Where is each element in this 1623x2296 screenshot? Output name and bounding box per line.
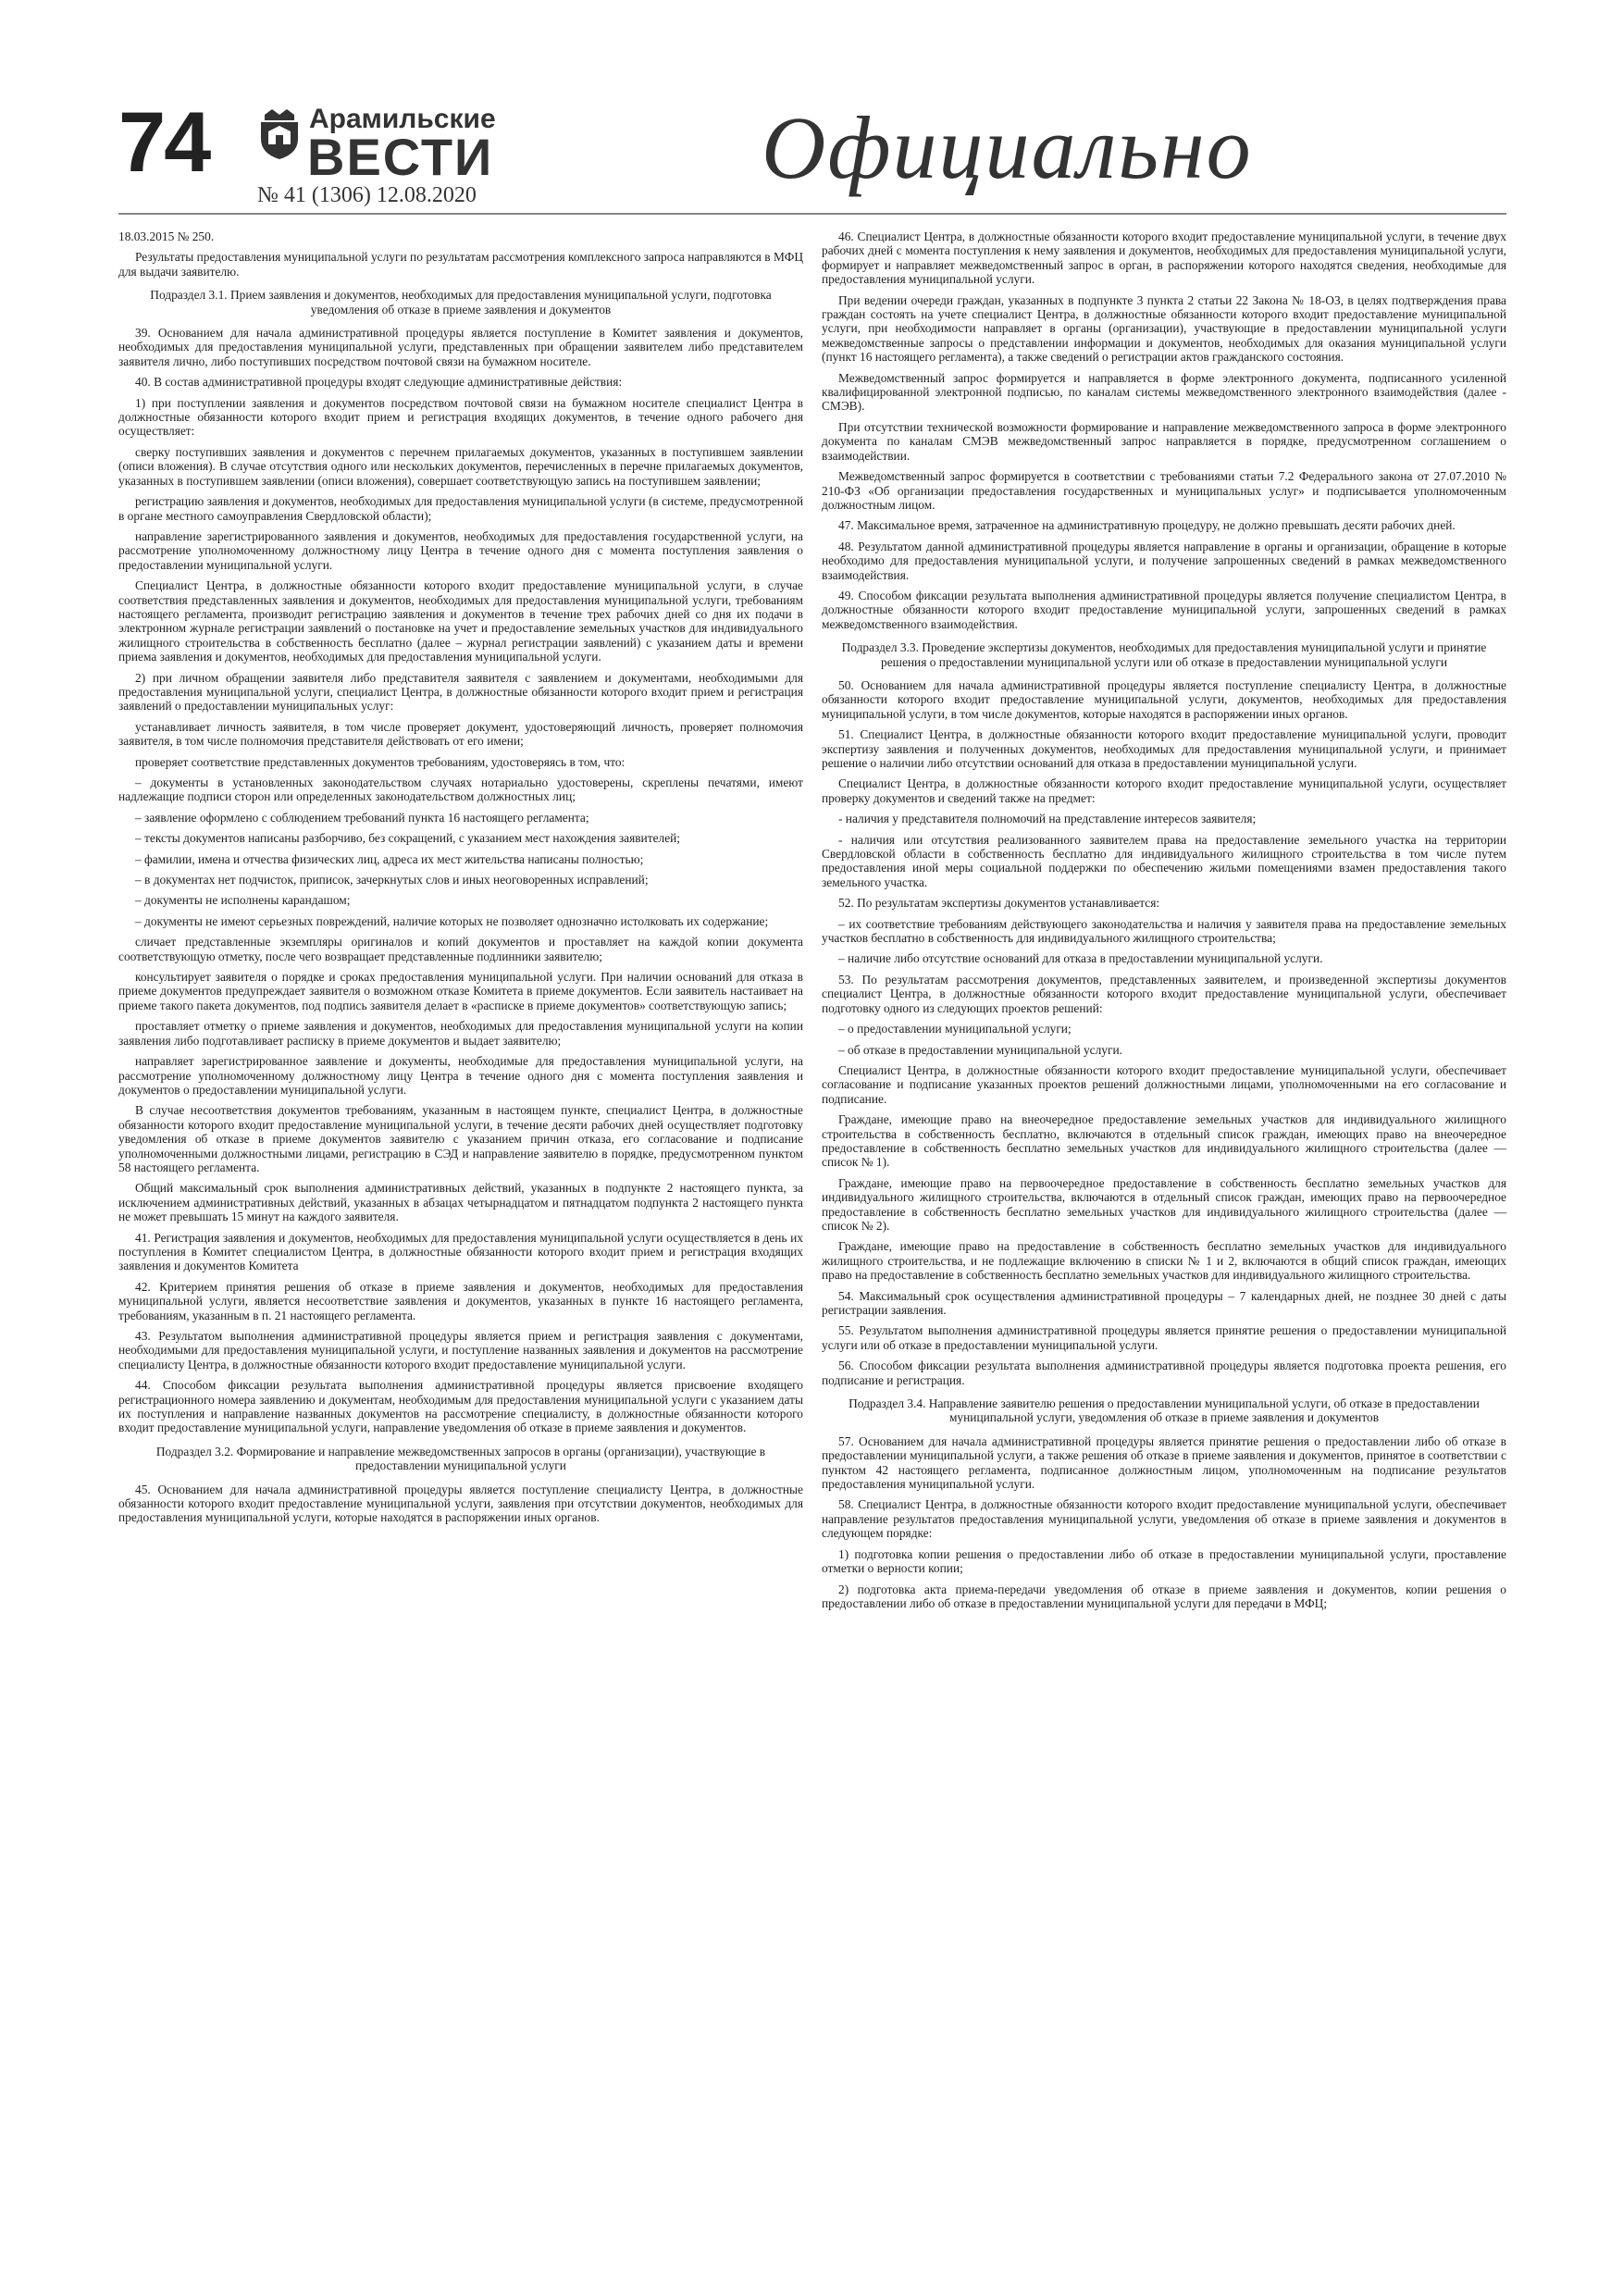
paragraph: 44. Способом фиксации результата выполнения административной процедуры является присвоение входящего регистрационного номера заявлению и документам, необходимым для предоставления муниципальной услуги с указанием даты их поступления и направление названных документов на рассмотрение специалисту, в должностные обязанности которого входит предоставление муниципальной услуги, направление уведомления об отказе в приеме заявления и документов. — [118, 1378, 803, 1435]
paragraph: Общий максимальный срок выполнения административных действий, указанных в подпункте 2 настоящего пункта, за исключением административных действий, указанных в абзацах четырнадцатом и пятнадцатом подпункта 2 настоящего пункта не может превышать 15 минут на каждого заявителя. — [118, 1181, 803, 1224]
subsection-heading: Подраздел 3.2. Формирование и направление межведомственных запросов в органы (организации), участвующие в предоставлении муниципальной услуги — [155, 1444, 766, 1473]
paragraph: - наличия у представителя полномочий на представление интересов заявителя; — [838, 812, 1257, 826]
paragraph: 55. Результатом выполнения административной процедуры является принятие решения о предоставлении муниципальной услуги или об отказе в предоставлении муниципальной услуги. — [822, 1323, 1506, 1352]
paragraph: 2) при личном обращении заявителя либо представителя заявителя с заявлением и документами, необходимыми для предоставления муниципальной услуги, специалист Центра, в должностные обязанности которого входит прием и регистрация заявлений о предоставлении муниципальных услуг: — [118, 670, 803, 714]
right-column — [822, 230, 1506, 1617]
page-number: 74 — [118, 95, 210, 190]
subsection-heading: Подраздел 3.1. Прием заявления и документов, необходимых для предоставления муниципальной услуги, подготовка уведомления об отказе в приеме заявления и документов — [150, 288, 772, 316]
paragraph: 49. Способом фиксации результата выполнения административной процедуры является получение специалистом Центра, в должностные обязанности которого входит предоставление муниципальной услуги, запрошенных сведений в рамках межведомственного взаимодействия. — [822, 588, 1506, 631]
brand-title: ВЕСТИ — [307, 128, 494, 186]
paragraph: регистрацию заявления и документов, необходимых для предоставления муниципальной услуги (в системе, предусмотренной в органе местного самоуправления Свердловской области); — [118, 494, 803, 523]
paragraph: Межведомственный запрос формируется и направляется в форме электронного документа, подписанного усиленной квалифицированной электронной подписью, по каналам системы межведомственного электронного взаимодействия (далее - СМЭВ). — [822, 370, 1506, 414]
paragraph: 54. Максимальный срок осуществления административной процедуры – 7 календарных дней, не позднее 30 дней с даты регистрации заявления. — [822, 1288, 1506, 1317]
paragraph: 57. Основанием для начала административной процедуры является принятие решения о предоставлении либо об отказе в предоставлении муниципальной услуги, а также решения об отказе в приеме заявления и документов, принятое в соответствии с пунктом 42 настоящего регламента, подписанное должностным лицом, уполномоченным на подписание результатов предоставления муниципальной услуги. — [822, 1433, 1506, 1492]
paragraph: 42. Критерием принятия решения об отказе в приеме заявления и документов, необходимых для предоставления муниципальной услуги, является несоответствие заявления и документов, указанных в пункте 16 настоящего регламента, требованиям, указанным в п. 21 настоящего регламента. — [118, 1279, 803, 1322]
paragraph: направление зарегистрированного заявления и документов, необходимых для предоставления государственной услуги, на рассмотрение уполномоченному должностному лицу Центра в течение одного дня с момента поступления заявления о предоставлении муниципальной услуги. — [118, 528, 803, 572]
paragraph: 47. Максимальное время, затраченное на административную процедуру, не должно превышать десяти рабочих дней. — [838, 518, 1456, 533]
paragraph: При отсутствии технической возможности формирование и направление межведомственного запроса в форме электронного документа по каналам СМЭВ межведомственный запрос направляется в порядке, предусмотренном соглашением о взаимодействии. — [822, 419, 1506, 463]
paragraph: 40. В состав административной процедуры входят следующие административные действия: — [135, 375, 623, 390]
paragraph: проставляет отметку о приеме заявления и документов, необходимых для предоставления муниципальной услуги на копии заявления либо подготавливает расписку в приеме документов и выдает заявителю; — [118, 1019, 803, 1048]
paragraph: 1) подготовка копии решения о предоставлении либо об отказе в предоставлении муниципальной услуги, проставление отметки о верности копии; — [822, 1546, 1506, 1576]
section-title: Официально — [762, 98, 1253, 197]
paragraph: – документы не имеют серьезных повреждений, наличие которых не позволяет однозначно истолковать их содержание; — [135, 913, 769, 928]
header-divider — [118, 213, 1506, 215]
paragraph: При ведении очереди граждан, указанных в подпункте 3 пункта 2 статьи 22 Закона № 18-ОЗ, в целях подтверждения права граждан состоять на учете специалист Центра, в должностные обязанности которого входит предоставление муниципальной услуги, при необходимости направляет в органы (организации), участвующие в предоставлении муниципальной услуги межведомственные запросы о представлении информации и документов, необходимых для оказания муниципальной услуги (пункт 16 настоящего регламента), а также сведений о регистрации актов гражданского состояния. — [822, 292, 1506, 365]
paragraph: Межведомственный запрос формируется в соответствии с требованиями статьи 7.2 Федерального закона от 27.07.2010 № 210-ФЗ «Об организации предоставления государственных и муниципальных услуг» и подписывается уполномоченным должностным лицом. — [822, 469, 1506, 512]
issue-info: № 41 (1306) 12.08.2020 — [257, 183, 477, 207]
left-column — [118, 230, 803, 1532]
paragraph: 1) при поступлении заявления и документов посредством почтовой связи на бумажном носителе специалист Центра в должностные обязанности которого входит прием и регистрация входящих документов, в течение одного рабочего дня осуществляет: — [118, 395, 803, 439]
paragraph: 2) подготовка акта приема-передачи уведомления об отказе в приеме заявления и документов, копии решения о предоставлении либо об отказе в предоставлении муниципальной услуги для передачи в МФЦ; — [822, 1582, 1506, 1610]
paragraph: 39. Основанием для начала административной процедуры является поступление в Комитет заявления и документов, необходимых для предоставления муниципальной услуги, представленных при обращении заявителем либо представителем заявителя лично, либо поступивших посредством почтовой связи на бумажном носителе. — [118, 326, 803, 368]
paragraph: 43. Результатом выполнения административной процедуры является прием и регистрация заявления с документами, необходимыми для предоставления муниципальной услуги, и поступление названных заявления и документов на рассмотрение специалисту Центра, в должностные обязанности которого входит предоставление муниципальной услуги. — [118, 1329, 803, 1371]
paragraph: 45. Основанием для начала административной процедуры является поступление специалисту Центра, в должностные обязанности которого входит предоставление муниципальной услуги, заявления при отсутствии документов, необходимых для предоставления муниципальной услуги, которые находятся в распоряжении иных органов. — [118, 1482, 803, 1525]
paragraph: – наличие либо отсутствие оснований для отказа в предоставлении муниципальной услуги. — [838, 951, 1323, 966]
paragraph: В случае несоответствия документов требованиям, указанным в настоящем пункте, специалист Центра, в должностные обязанности которого входит предоставление муниципальной услуги, в течение десяти рабочих дней осуществляет подготовку уведомления об отказе в приеме документов заявителю с указанием причин отказа, его согласование и подписание уполномоченными должностными лицами, регистрацию в СЭД и направление заявителю в порядке, предусмотренном пунктом 58 настоящего регламента. — [118, 1103, 803, 1174]
paragraph: – заявление оформлено с соблюдением требований пункта 16 настоящего регламента; — [135, 810, 589, 825]
paragraph: – об отказе в предоставлении муниципальной услуги. — [838, 1042, 1123, 1057]
paragraph: – о предоставлении муниципальной услуги; — [838, 1022, 1072, 1036]
coat-of-arms-icon — [257, 104, 302, 161]
subsection-heading: Подраздел 3.3. Проведение экспертизы документов, необходимых для предоставления муниципальной услуги и принятие решения о предоставлении муниципальной услуги или об отказе в предоставлении муниципальной услуги — [841, 640, 1487, 669]
paragraph: 41. Регистрация заявления и документов, необходимых для предоставления муниципальной услуги осуществляется в день их поступления в Комитет специалистом Центра, в должностные обязанности которого входит прием и регистрация входящих заявления и документов Комитета — [118, 1230, 803, 1273]
paragraph: 53. По результатам рассмотрения документов, представленных заявителем, и произведенной экспертизы документов специалист Центра, в должностные обязанности которого входит предоставление муниципальной услуги, обеспечивает подготовку одного из следующих проектов решений: — [822, 972, 1506, 1015]
paragraph: устанавливает личность заявителя, в том числе проверяет документ, удостоверяющий личность, проверяет полномочия заявителя, в том числе полномочия представителя действовать от его имени; — [118, 719, 803, 749]
paragraph: - наличия или отсутствия реализованного заявителем права на предоставление земельного участка на территории Свердловской области в собственность бесплатно для индивидуального жилищного строительства в том числе путем предоставления иной меры социальной поддержки по обеспечению жильми помещениями взамен предоставления такого земельного участка. — [822, 832, 1506, 889]
paragraph: 58. Специалист Центра, в должностные обязанности которого входит предоставление муниципальной услуги, обеспечивает направление результатов предоставления муниципальной услуги, уведомления об отказе в приеме заявления и документов в следующем порядке: — [822, 1497, 1506, 1541]
paragraph: 50. Основанием для начала административной процедуры является поступление специалисту Центра, в должностные обязанности которого входит предоставление муниципальной услуги, документов, необходимых для предоставления муниципальной услуги, в том числе документов, которые находятся в распоряжении иных органов. — [822, 677, 1506, 721]
paragraph: направляет зарегистрированное заявление и документы, необходимые для предоставления муниципальной услуги, на рассмотрение уполномоченному должностному лицу Центра в течение одного дня с момента поступления заявления и документов о предоставлении муниципальной услуги. — [118, 1054, 803, 1097]
paragraph: 48. Результатом данной административной процедуры является направление в органы и организации, обращение в которые необходимо для предоставления муниципальной услуги, и получение запрошенных сведений в рамках межведомственного взаимодействия. — [822, 539, 1506, 582]
paragraph: Граждане, имеющие право на предоставление в собственность бесплатно земельных участков для индивидуального жилищного строительства, и не подлежащие включению в списки № 1 и 2, включаются в общий список граждан, имеющих право на предоставление в собственность бесплатно земельных участков для индивидуального жилищного строительства. — [822, 1239, 1506, 1283]
paragraph: – их соответствие требованиям действующего законодательства и наличия у заявителя права на предоставление земельных участков бесплатно в собственность для индивидуального жилищного строительства; — [822, 916, 1506, 946]
paragraph: – фамилии, имена и отчества физических лиц, адреса их мест жительства написаны полностью; — [135, 851, 644, 866]
paragraph: Специалист Центра, в должностные обязанности которого входит предоставление муниципальной услуги, в случае соответствия представленных заявления и документов, необходимых для предоставления муниципальной услуги, требованиям настоящего регламента, производит регистрацию заявления и документов в течение трех рабочих дней со дня их подачи в электронном журнале регистрации заявлений о постановке на учет и предоставление земельных участков для индивидуального жилищного строительства в собственность бесплатно (далее – журнал регистрации заявлений) с указанием даты и времени приема заявления и документов, необходимых для предоставления муниципальной услуги. — [118, 578, 803, 664]
paragraph: сверку поступивших заявления и документов с перечнем прилагаемых документов, указанных в поступившем заявлении (описи вложения). В случае отсутствия одного или нескольких документов, перечисленных в перечне прилагаемых документов, указанных в поступившем заявлении (описи вложения), совершает соответствующую запись на поступившем заявлении; — [118, 444, 803, 488]
paragraph: – документы не исполнены карандашом; — [135, 893, 351, 908]
brand-subtitle: Арамильские — [309, 104, 496, 134]
paragraph: Результаты предоставления муниципальной услуги по результатам рассмотрения комплексного запроса направляются в МФЦ для выдачи заявителю. — [118, 250, 803, 279]
paragraph: 46. Специалист Центра, в должностные обязанности которого входит предоставление муниципальной услуги, в течение двух рабочих дней с момента поступления к нему заявления и документов, необходимых для предоставления муниципальной услуги, формирует и направляет межведомственный запрос в орган, в распоряжении которого находятся сведения, необходимые для предоставления муниципальной услуги. — [822, 230, 1506, 287]
paragraph: сличает представленные экземпляры оригиналов и копий документов и проставляет на каждой копии документа соответствующую отметку, после чего возвращает представленные подлинники заявителю; — [118, 935, 803, 963]
paragraph: Специалист Центра, в должностные обязанности которого входит предоставление муниципальной услуги, обеспечивает согласование и подписание указанных проектов решений должностными лицами, уполномоченными на его согласование и подписание. — [822, 1062, 1506, 1106]
paragraph: 56. Способом фиксации результата выполнения административной процедуры является подготовка проекта решения, его подписание и регистрация. — [822, 1359, 1506, 1387]
paragraph: 18.03.2015 № 250. — [118, 230, 215, 243]
paragraph: – тексты документов написаны разборчиво, без сокращений, с указанием мест нахождения заявителей; — [135, 831, 681, 846]
paragraph: Граждане, имеющие право на внеочередное предоставление земельных участков для индивидуального жилищного строительства в собственность бесплатно, включаются в отдельный список граждан, имеющих право на внеочередное предоставление в собственность бесплатно земельных участков для индивидуального жилищного строительства (далее — список № 1). — [822, 1112, 1506, 1170]
paragraph: – в документах нет подчисток, приписок, зачеркнутых слов и иных неоговоренных исправлений; — [135, 873, 649, 887]
paragraph: проверяет соответствие представленных документов требованиям, удостоверяясь в том, что: — [135, 754, 626, 769]
masthead — [118, 96, 1506, 207]
subsection-heading: Подраздел 3.4. Направление заявителю решения о предоставлении муниципальной услуги, об отказе в предоставлении муниципальной услуги, уведомления об отказе в приеме заявления и документов — [849, 1396, 1480, 1425]
paragraph: – документы в установленных законодательством случаях нотариально удостоверены, скреплены печатями, имеют надлежащие подписи сторон или определенных законодательством должностных лиц; — [118, 776, 803, 804]
paragraph: 52. По результатам экспертизы документов устанавливается: — [838, 896, 1160, 911]
paragraph: 51. Специалист Центра, в должностные обязанности которого входит предоставление муниципальной услуги, проводит экспертизу заявления и полученных документов, необходимых для предоставления муниципальной услуги, и принимает решение о наличии либо отсутствии оснований для отказа в предоставлении муниципальной услуги. — [822, 727, 1506, 770]
paragraph: Специалист Центра, в должностные обязанности которого входит предоставление муниципальной услуги, осуществляет проверку документов и сведений также на предмет: — [822, 776, 1506, 805]
paragraph: Граждане, имеющие право на первоочередное предоставление в собственность бесплатно земельных участков для индивидуального жилищного строительства, включаются в отдельный список граждан, имеющих право на первоочередное предоставление в собственность бесплатно земельных участков для индивидуального жилищного строительства (далее — список № 2). — [822, 1175, 1506, 1233]
paragraph: консультирует заявителя о порядке и сроках предоставления муниципальной услуги. При наличии оснований для отказа в приеме документов предупреждает заявителя о возможном отказе Комитета в приеме документов. Если заявитель настаивает на приеме такого пакета документов, под подпись заявителя делает в «расписке в приеме документов» соответствующую запись; — [118, 970, 803, 1012]
